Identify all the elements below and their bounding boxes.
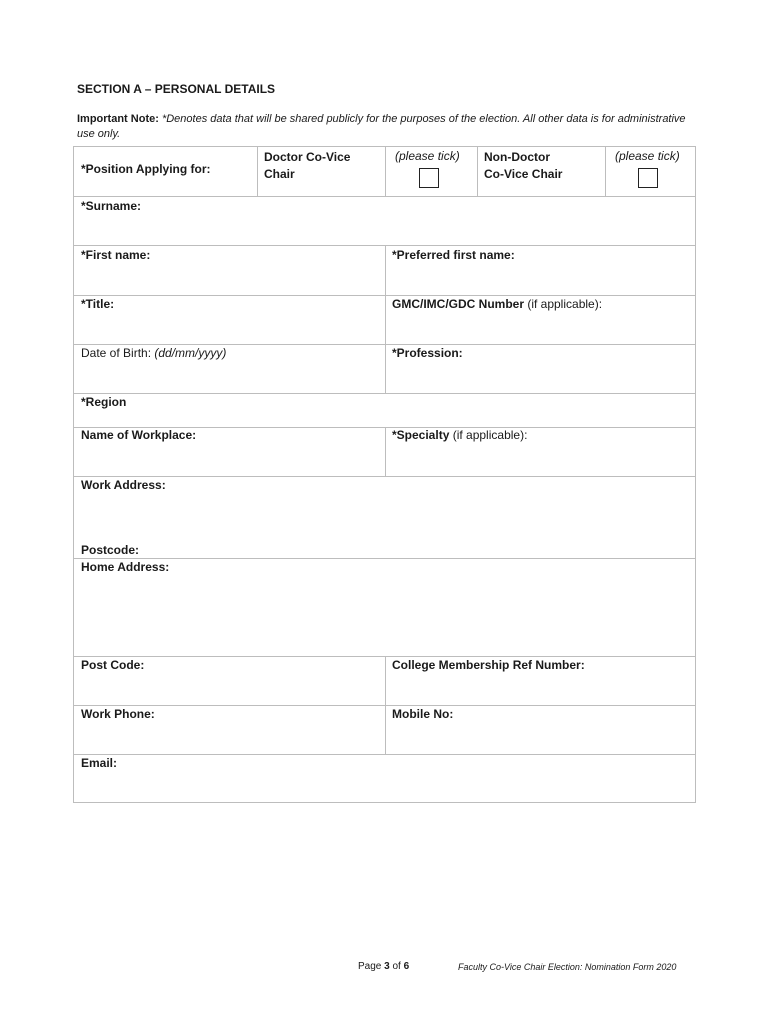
option-nondoctor-line1: Non-Doctor (484, 150, 550, 164)
region-label: *Region (81, 395, 127, 409)
home-address-label: Home Address: (81, 560, 170, 574)
important-note (77, 112, 687, 142)
nondoctor-checkbox[interactable] (638, 168, 658, 188)
page-of: of (389, 961, 404, 972)
region-field[interactable] (74, 394, 695, 427)
surname-field[interactable] (74, 197, 695, 245)
note-label: Important Note: (77, 113, 159, 125)
dob-label-main: Date of Birth: (81, 346, 152, 360)
option-nondoctor-label (484, 149, 562, 183)
college-ref-label: College Membership Ref Number: (392, 658, 585, 672)
col-divider (257, 147, 258, 196)
page-number (358, 961, 409, 972)
work-phone-label: Work Phone: (81, 707, 155, 721)
first-name-field[interactable] (74, 246, 385, 295)
option-doctor-line1: Doctor Co-Vice (264, 150, 351, 164)
note-text: *Denotes data that will be shared publicly for the purposes of the election. All other data is for administrative use only. (77, 113, 686, 140)
please-tick-label: (please tick) (615, 149, 680, 163)
email-label: Email: (81, 756, 118, 770)
title-field[interactable] (74, 296, 385, 344)
doctor-checkbox[interactable] (419, 168, 439, 188)
preferred-name-label: *Preferred first name: (392, 248, 515, 262)
option-doctor-line2: Chair (264, 167, 295, 181)
section-heading: SECTION A – PERSONAL DETAILS (77, 82, 276, 96)
preferred-name-field[interactable] (386, 246, 695, 295)
option-nondoctor-line2: Co-Vice Chair (484, 167, 563, 181)
page-prefix: Page (358, 961, 385, 972)
mobile-field[interactable] (386, 706, 695, 754)
home-address-field[interactable] (74, 559, 695, 656)
col-divider (385, 147, 386, 196)
please-tick-label: (please tick) (395, 149, 460, 163)
col-divider (477, 147, 478, 196)
workplace-label: Name of Workplace: (81, 428, 197, 442)
profession-field[interactable] (386, 345, 695, 393)
work-address-label: Work Address: (81, 478, 166, 492)
email-field[interactable] (74, 755, 695, 802)
college-ref-field[interactable] (386, 657, 695, 705)
postcode-label: Postcode: (81, 543, 140, 557)
col-divider (605, 147, 606, 196)
post-code-field[interactable] (74, 657, 385, 705)
gmc-label-main: GMC/IMC/GDC Number (392, 297, 524, 311)
first-name-label: *First name: (81, 248, 151, 262)
position-label: *Position Applying for: (81, 162, 211, 176)
workplace-field[interactable] (74, 428, 385, 476)
specialty-label-main: *Specialty (392, 428, 450, 442)
profession-label: *Profession: (392, 346, 463, 360)
work-phone-field[interactable] (74, 706, 385, 754)
surname-label: *Surname: (81, 199, 142, 213)
document-title-footer: Faculty Co-Vice Chair Election: Nomination Form 2020 (458, 962, 677, 972)
personal-details-form (73, 146, 696, 803)
page-current: 3 (384, 961, 390, 972)
gmc-field[interactable] (386, 296, 695, 344)
page-total: 6 (403, 961, 410, 972)
option-doctor-label (264, 149, 350, 183)
specialty-label-suffix: (if applicable): (449, 428, 528, 442)
specialty-field[interactable] (386, 428, 695, 476)
title-label: *Title: (81, 297, 115, 311)
dob-format: (dd/mm/yyyy) (154, 346, 227, 360)
mobile-label: Mobile No: (392, 707, 454, 721)
work-address-field[interactable] (74, 477, 695, 537)
dob-field[interactable] (74, 345, 385, 393)
gmc-label-suffix: (if applicable): (524, 297, 603, 311)
post-code-label: Post Code: (81, 658, 145, 672)
